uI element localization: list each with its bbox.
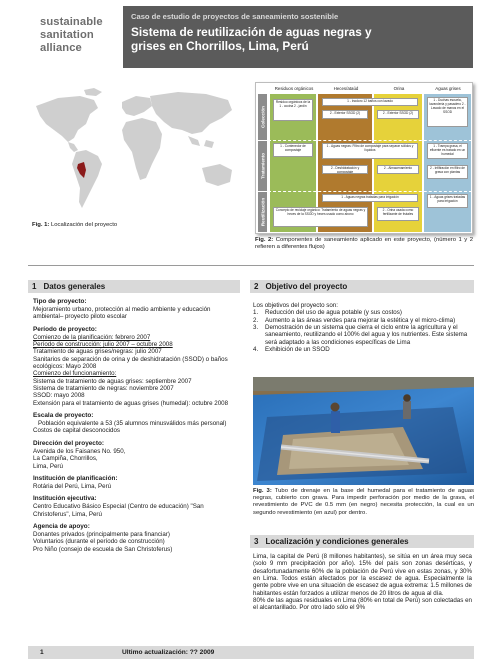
diagram-box: 1 - Contenedor de compostaje: [273, 143, 313, 157]
section-number: 2: [254, 282, 259, 291]
section-divider: [28, 265, 474, 266]
objective-text: Reducción del uso de agua potable (y sus costos): [265, 309, 402, 317]
diagram-box: 1 - Aguas grises tratadas para irrigación: [427, 194, 468, 208]
general-block-line: Centro Educativo Básico Especial (Centro de educación) "San Christoferus", Lima, Perú: [33, 503, 204, 518]
logo-line: sanitation: [40, 29, 94, 41]
row-divider: [268, 140, 472, 141]
diagram-box: 2 - Exterior SSOD (2): [377, 110, 419, 119]
general-block-line: Tratamiento de aguas grises/negras: julio 2007: [33, 348, 162, 356]
general-block: [33, 475, 239, 490]
location-paragraph: Lima, la capital de Perú (8 millones habitantes), se sitúa en un área muy seca (solo 9 mm precipitación por año). 15% del país son zonas desérticas, y desafortunadamente 60% de la población de Perú vive en estas zonas, y 30% en Lima. Todos están afectados por la escasez de agua. Especialmente la gente pobre vive en una situación de escasez de agua extrema: 1.5 millones de habitantes están forzados a utilizar menos de 20 litros de agua al día.: [253, 553, 472, 597]
general-block-line: Donantes privados (principalmente para financiar): [33, 530, 170, 538]
general-block-line: Comienzo del funcionamiento:: [33, 370, 117, 378]
objective-number: 2.: [253, 316, 259, 324]
general-data-column: [33, 298, 239, 558]
diagram-box: 1 - Trampa grasa, el efluente es tratado en un humedal: [427, 143, 468, 159]
fig1-text: Localización del proyecto: [49, 222, 118, 228]
objective-item: [253, 309, 471, 316]
location-paragraph: 80% de las aguas residuales en Lima (80% en total de Perú) son colectadas en el alcantarillado. Por otro lado sólo el 9%: [253, 597, 472, 612]
general-block-line: Sanitarios de separación de orina y de deshidratación (SSOD) o baños ecológicos: Mayo 2008: [33, 355, 228, 371]
general-block: [33, 326, 239, 407]
page-number: 1: [40, 649, 44, 656]
objective-number: 3.: [253, 324, 259, 332]
diagram-box: 2 - Deshidratación y compostaje: [322, 165, 368, 174]
general-block-line: Mejoramiento urbano, protección al medio ambiente y educación ambiental– proyecto piloto escolar: [33, 306, 211, 321]
general-block-line: La Campiña, Chorrillos,: [33, 455, 98, 463]
general-block-line: Pro Niño (consejo de escuela de San Christoferus): [33, 545, 173, 553]
world-map: [28, 84, 242, 216]
fig2-caption: [255, 237, 473, 251]
section-title: Objetivo del proyecto: [265, 282, 348, 291]
wetland-photo: [253, 377, 474, 485]
column-header: Orina: [393, 86, 405, 91]
fig1-label: Fig. 1:: [32, 222, 50, 228]
general-block-title: Agencia de apoyo:: [33, 522, 90, 530]
general-block-line: Lima, Perú: [33, 462, 63, 470]
fig3-label: Fig. 3:: [253, 488, 272, 494]
section-header-objective: [250, 280, 474, 293]
page-title: [131, 26, 465, 53]
objective-item: [253, 346, 471, 353]
general-block: [33, 412, 239, 435]
general-block-title: Institución de planificación:: [33, 474, 118, 482]
title-banner: [123, 6, 473, 68]
column-header: Residuos orgánicos: [274, 86, 314, 91]
objective-intro: Los objetivos del proyecto son:: [253, 302, 338, 309]
diagram-box: 1 - Inodoro 12 baños con lavado: [322, 98, 418, 106]
objective-number: 4.: [253, 346, 259, 354]
objective-column: [253, 302, 471, 353]
general-block-line: Sistema de tratamiento de negras: noviembre 2007: [33, 385, 174, 393]
page-title-line: Sistema de reutilización de aguas negras y: [131, 25, 372, 39]
objective-text: Exhibición de un SSOD: [265, 346, 330, 354]
fig2-label: Fig. 2:: [255, 237, 274, 243]
objective-number: 1.: [253, 309, 259, 317]
diagram-box: 2 - Orina usada como fertilizante de frutales: [377, 207, 419, 221]
general-block-line: Costos de capital desconocidos: [33, 427, 121, 435]
row-label-reuse: Reutilización: [258, 192, 267, 232]
sanitation-flow-diagram: [255, 82, 473, 234]
section-number: 1: [32, 282, 37, 291]
general-block-line: Voluntarios (durante el período de construcción): [33, 538, 165, 546]
fig1-caption: [32, 222, 242, 229]
objective-item: [253, 317, 471, 324]
diagram-box: 1 - Duchas escuela, lavandería y pasadero 2 - Lavado de manos en el SSOD: [427, 97, 468, 127]
section-title: Datos generales: [43, 282, 106, 291]
fig3-text: Tubo de drenaje en la base del humedal para el tratamiento de aguas negras, cubierto con grava. Para impedir perforación por medio de la grava, el revestimiento de PVC de 0.5 mm (en negro) necesita protección, la cual es un segundo revestimiento (en azul) por dentro.: [253, 488, 474, 516]
general-block: [33, 523, 239, 553]
general-block-title: Dirección del proyecto:: [33, 439, 105, 447]
general-block-title: Tipo de proyecto:: [33, 298, 87, 305]
diagram-box: 2 - Almacenamiento: [377, 165, 419, 174]
general-block-line: SSOD: mayo 2008: [33, 392, 85, 400]
section-header-general: [28, 280, 240, 293]
page-footer: [28, 646, 474, 659]
diagram-box: 1 - Aguas negras tratadas para irrigación: [322, 194, 418, 202]
general-block: [33, 298, 239, 321]
general-block-line: Rotária del Perú, Lima, Perú: [33, 482, 112, 490]
fig3-caption: [253, 488, 474, 517]
location-text: [253, 553, 472, 612]
objective-list: [253, 309, 471, 353]
series-kicker: Caso de estudio de proyectos de saneamiento sostenible: [131, 12, 339, 21]
general-block: [33, 495, 239, 518]
section-number: 3: [254, 537, 259, 546]
general-block-line: Extensión para el tratamiento de aguas grises (humedal): octubre 2008: [33, 399, 229, 407]
general-block-line: Sistema de tratamiento de aguas grises: septiembre 2007: [33, 377, 192, 385]
susana-logo: [8, 6, 120, 74]
general-block-line: Período de construcción: julio 2007 – octubre 2008: [33, 341, 173, 349]
diagram-box: 2 - Exterior SSOD (2): [322, 110, 368, 119]
general-block-line: Comienzo de la planificación: febrero 2007: [33, 333, 151, 341]
objective-text: Aumento a las áreas verdes para mejorar la estética y el micro-clima): [265, 316, 456, 324]
diagram-box: Concepto de reciclaje orgánico: Tratamiento de aguas negras y heces de la SSOD y heces usado como abono: [273, 207, 368, 227]
general-block-title: Institución ejecutiva:: [33, 495, 97, 503]
row-divider: [268, 191, 472, 192]
page-title-line: grises en Chorrillos, Lima, Perú: [131, 38, 309, 53]
logo-line: sustainable: [40, 16, 103, 28]
general-block: [33, 440, 239, 470]
diagram-box: Residuo orgánicos de la 1 - cocina 2 - jardín: [273, 99, 313, 121]
objective-item: [253, 324, 471, 346]
column-header: Heces/ataúd: [333, 86, 359, 91]
general-block-line: Avenida de los Faisanes No. 950,: [33, 447, 126, 455]
diagram-box: 2 - Infiltración en filtro de grava con plantas: [427, 165, 468, 179]
general-block-title: Escala de proyecto:: [33, 412, 94, 420]
general-block-title: Período de proyecto:: [33, 325, 97, 333]
objective-text: Demostración de un sistema que cierra el ciclo entre la agricultura y el saneamiento, reutilizando el 100% del agua y los nutrientes. Este sistema será adaptado a las condiciones específicas de Lima: [265, 324, 468, 346]
fig2-text: Componentes de saneamiento aplicado en este proyecto, (número 1 y 2 refieren a diferentes flujos): [255, 237, 473, 251]
section-header-location: [250, 535, 474, 548]
column-header: Aguas grises: [435, 86, 461, 91]
logo-line: alliance: [40, 42, 82, 54]
diagram-box: 1 - Aguas negras: Filtro de compostaje para separar sólidos y líquidos: [322, 143, 418, 159]
last-updated: Ultimo actualización: ?? 2009: [122, 649, 215, 656]
map-land: [36, 88, 232, 208]
general-block-line: Población equivalente a 53 (35 alumnos minusválidos más personal): [38, 420, 227, 428]
row-label-collection: Colección: [258, 94, 267, 140]
row-label-treatment: Tratamiento: [258, 141, 267, 191]
section-title: Localización y condiciones generales: [265, 537, 409, 546]
